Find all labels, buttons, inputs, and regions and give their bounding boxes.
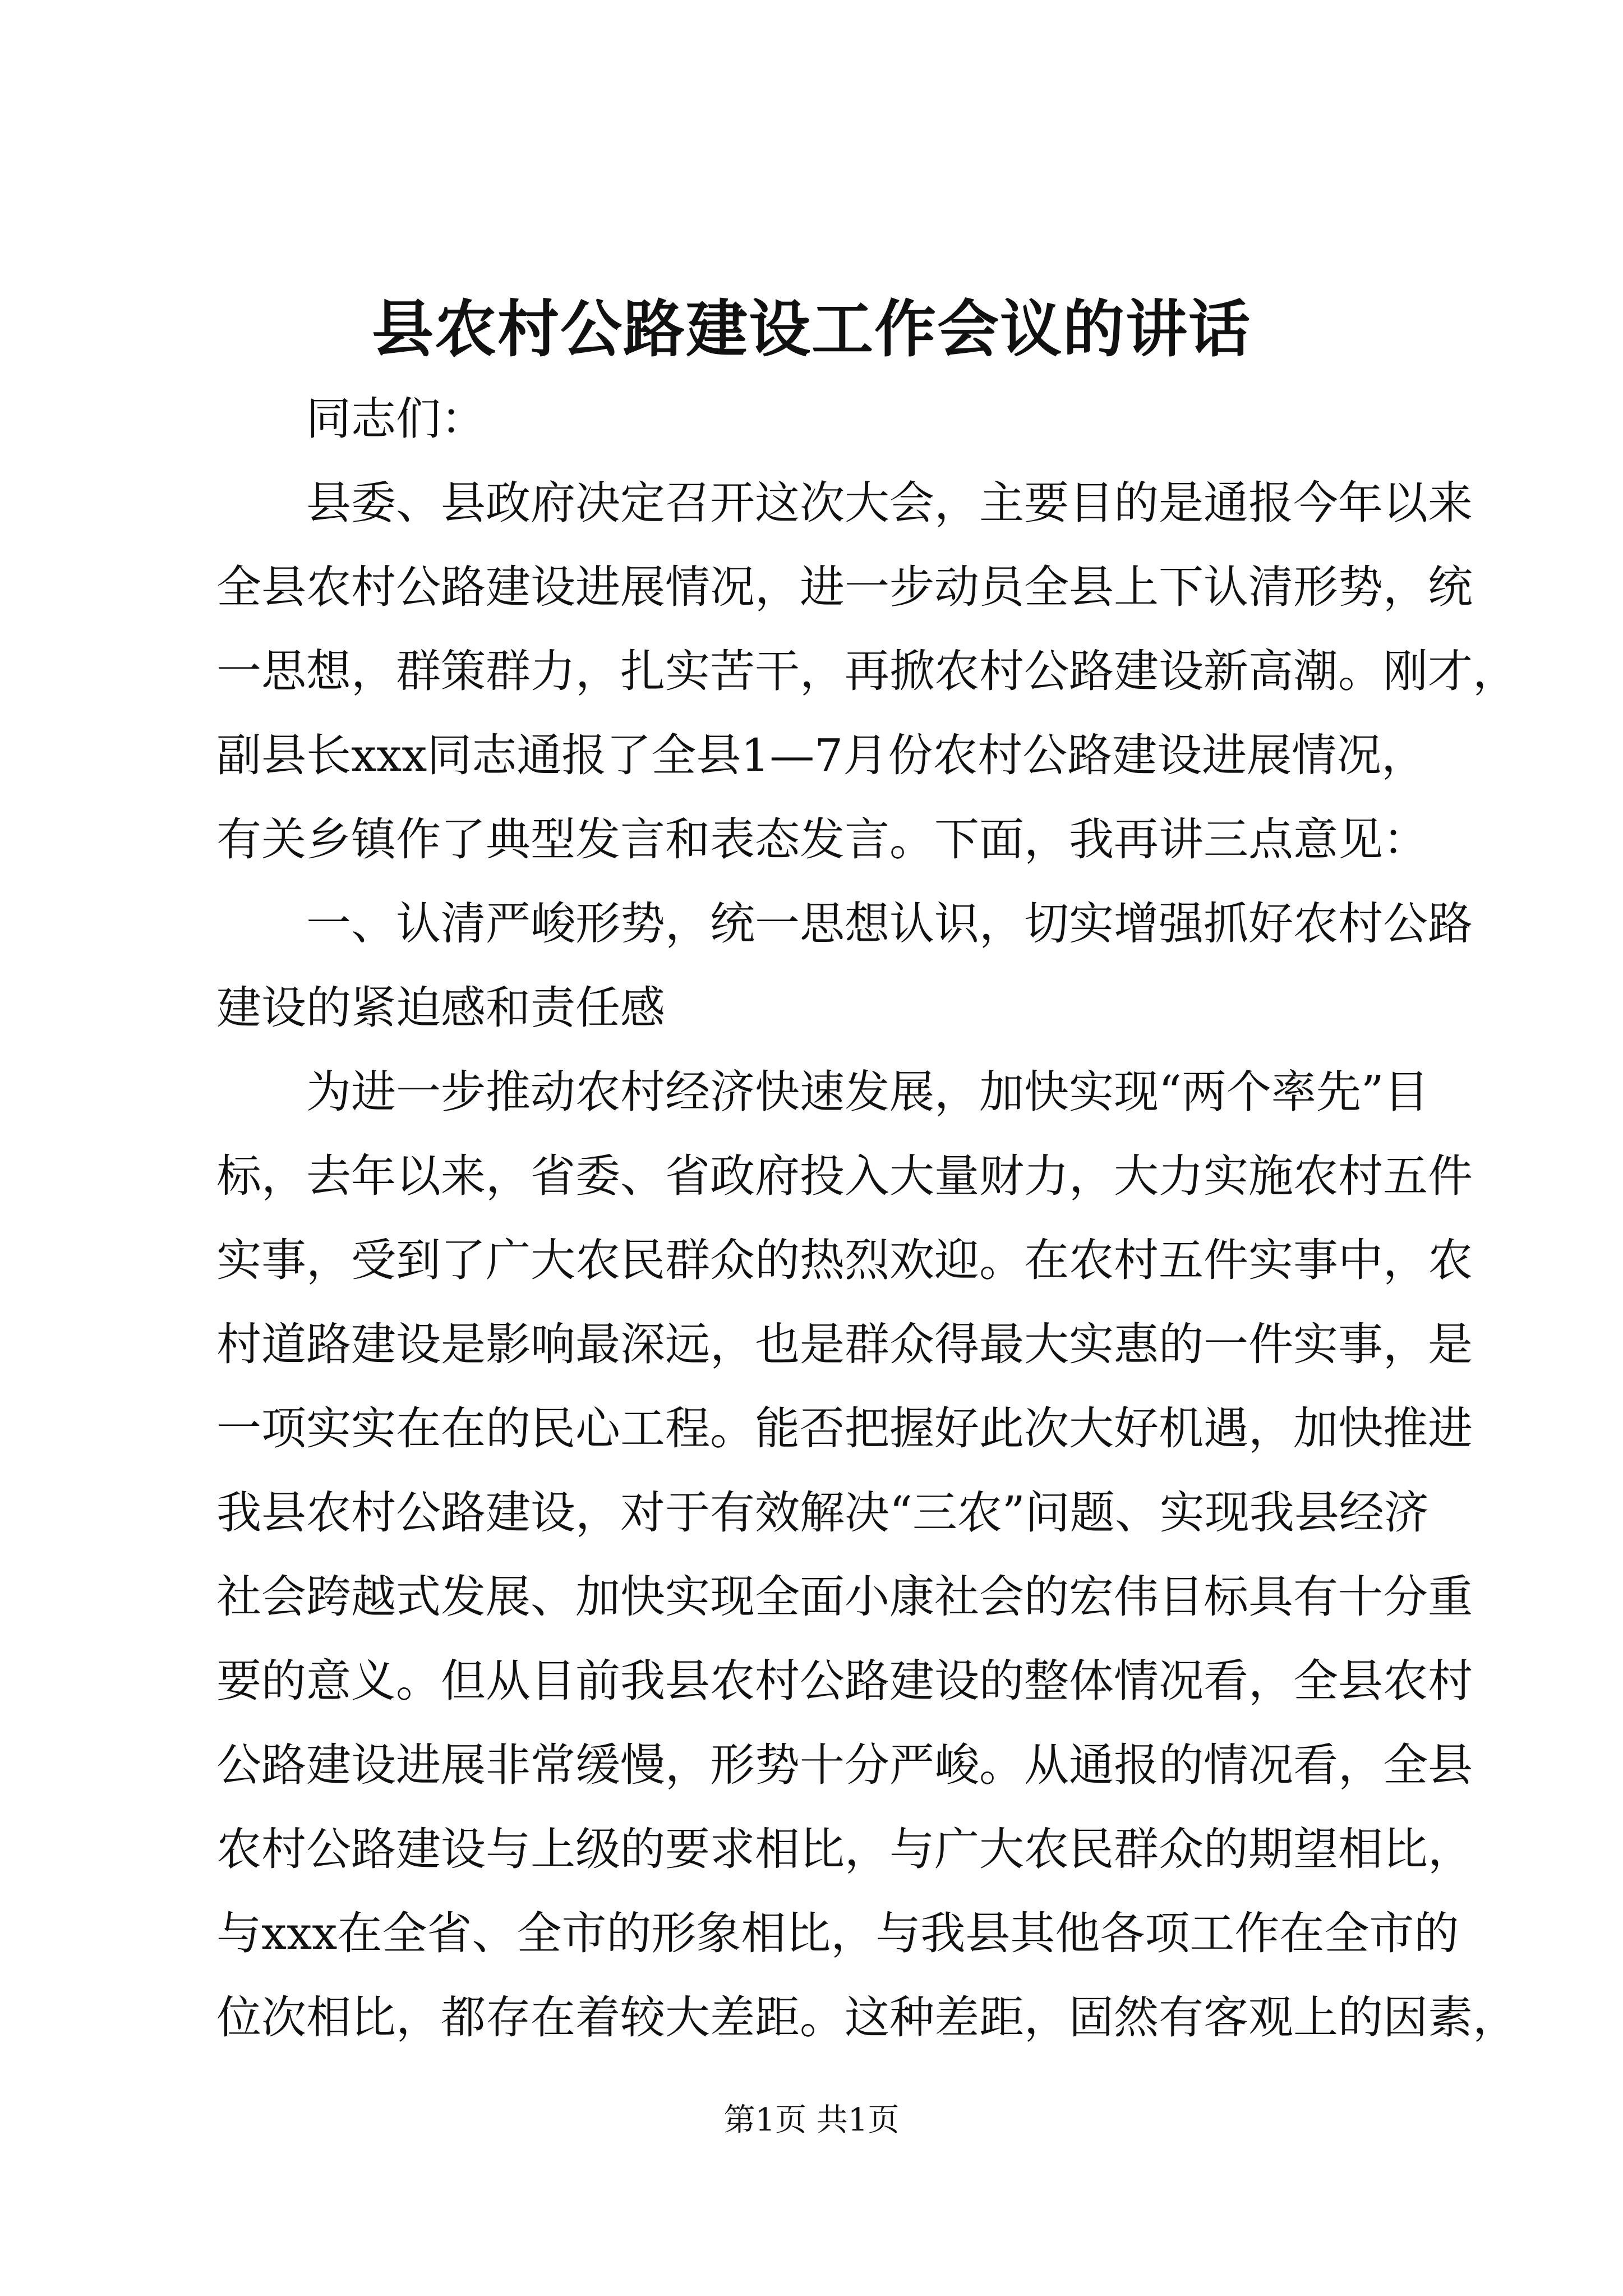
document-body [216, 377, 1518, 2060]
body-line: 实事，受到了广大农民群众的热烈欢迎。在农村五件实事中，农 [216, 1234, 1473, 1286]
body-line: 一项实实在在的民心工程。能否把握好此次大好机遇，加快推进 [216, 1402, 1473, 1455]
body-line: 县委、县政府决定召开这次大会，主要目的是通报今年以来 [306, 477, 1473, 529]
body-line: 副县长xxx同志通报了全县1—7月份农村公路建设进展情况， [216, 729, 1427, 781]
page-footer: 第1页 共1页 [723, 2102, 900, 2138]
body-line: 社会跨越式发展、加快实现全面小康社会的宏伟目标具有十分重 [216, 1571, 1473, 1623]
salutation-line: 同志们： [306, 393, 486, 445]
body-line: 与xxx在全省、全市的形象相比，与我县其他各项工作在全市的 [216, 1907, 1459, 1959]
body-line: 一思想，群策群力，扎实苦干，再掀农村公路建设新高潮。刚才， [216, 645, 1518, 697]
body-line: 我县农村公路建设，对于有效解决“三农”问题、实现我县经济 [216, 1487, 1429, 1539]
body-line: 村道路建设是影响最深远，也是群众得最大实惠的一件实事，是 [216, 1318, 1473, 1370]
section-heading-line: 一、认清严峻形势，统一思想认识，切实增强抓好农村公路 [306, 898, 1473, 950]
body-line: 农村公路建设与上级的要求相比，与广大农民群众的期望相比， [216, 1823, 1473, 1875]
body-line: 有关乡镇作了典型发言和表态发言。下面，我再讲三点意见： [216, 813, 1428, 866]
body-line: 全县农村公路建设进展情况，进一步动员全县上下认清形势，统 [216, 561, 1473, 613]
section-heading-line: 建设的紧迫感和责任感 [216, 982, 665, 1034]
body-line: 要的意义。但从目前我县农村公路建设的整体情况看，全县农村 [216, 1655, 1473, 1707]
body-line: 公路建设进展非常缓慢，形势十分严峻。从通报的情况看，全县 [216, 1739, 1473, 1791]
body-line: 标，去年以来，省委、省政府投入大量财力，大力实施农村五件 [216, 1150, 1473, 1202]
body-line: 位次相比，都存在着较大差距。这种差距，固然有客观上的因素， [216, 1991, 1518, 2044]
document-title: 县农村公路建设工作会议的讲话 [372, 293, 1251, 365]
body-line: 为进一步推动农村经济快速发展，加快实现“两个率先”目 [306, 1066, 1429, 1118]
